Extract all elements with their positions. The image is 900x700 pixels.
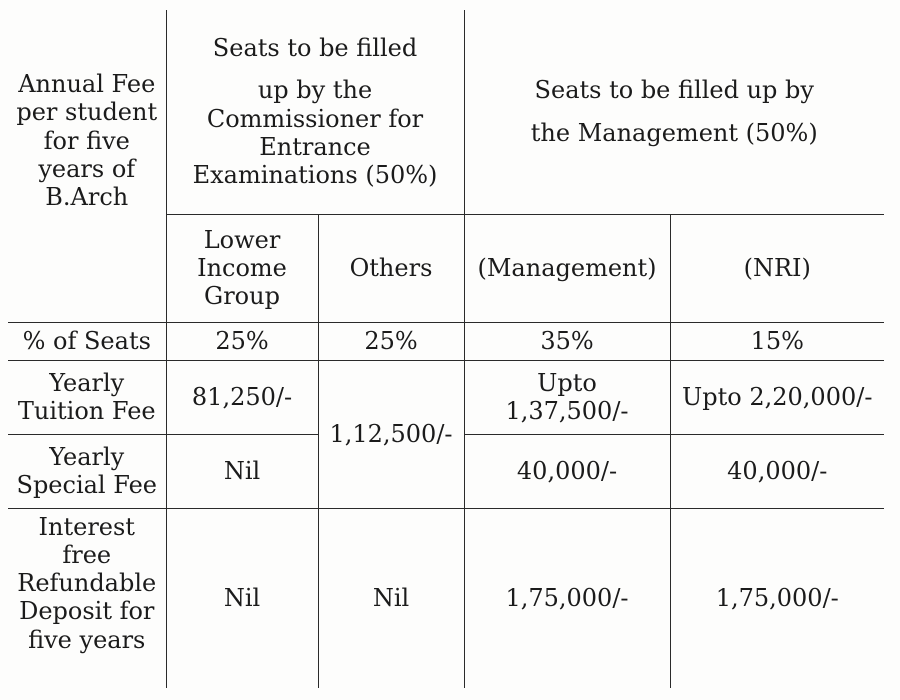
lower-income-line: Lower	[203, 225, 281, 254]
special-nri: 40,000/-	[670, 434, 884, 508]
special-lower-income: Nil	[166, 434, 318, 508]
commissioner-header-line: Commissioner for	[206, 104, 424, 133]
annual-fee-corner-cell	[8, 10, 166, 322]
tuition-fee-row	[8, 360, 884, 434]
lower-income-line: Group	[204, 282, 280, 311]
tuition-management-line: Upto	[537, 368, 597, 397]
tuition-label-line: Tuition Fee	[17, 397, 156, 425]
percent-nri: 15%	[670, 322, 884, 360]
corner-label-line: for five	[43, 126, 130, 155]
management-header-line: Seats to be filled up by	[534, 76, 814, 105]
deposit-label-line: five years	[28, 625, 146, 654]
management-header-line: the Management (50%)	[530, 118, 818, 147]
row-label-deposit	[8, 508, 166, 688]
commissioner-header-line: up by the	[257, 76, 373, 105]
deposit-nri: 1,75,000/-	[670, 508, 884, 688]
others-header: Others	[318, 214, 464, 322]
commissioner-header-line: Examinations (50%)	[192, 161, 438, 190]
others-combined-fee: 1,12,500/-	[318, 360, 464, 508]
percent-lower-income: 25%	[166, 322, 318, 360]
deposit-label-line: Deposit for	[19, 597, 155, 626]
row-label-tuition-fee	[8, 360, 166, 434]
special-management: 40,000/-	[464, 434, 670, 508]
corner-label-line: B.Arch	[45, 183, 129, 212]
fee-structure-table	[8, 10, 884, 688]
special-label-line: Yearly	[49, 442, 125, 471]
deposit-label-line: Refundable	[17, 569, 157, 598]
percent-others: 25%	[318, 322, 464, 360]
deposit-label-line: free	[62, 540, 112, 569]
corner-label-line: per student	[16, 98, 158, 127]
deposit-lower-income: Nil	[166, 508, 318, 688]
lower-income-group-header	[166, 214, 318, 322]
nri-quota-header: (NRI)	[670, 214, 884, 322]
header-row-main	[8, 10, 884, 214]
lower-income-line: Income	[197, 253, 287, 282]
tuition-management-line: 1,37,500/-	[505, 397, 629, 425]
management-quota-header: (Management)	[464, 214, 670, 322]
tuition-label-line: Yearly	[49, 368, 125, 397]
deposit-others: Nil	[318, 508, 464, 688]
special-label-line: Special Fee	[16, 471, 157, 499]
percent-management: 35%	[464, 322, 670, 360]
corner-label-line: Annual Fee	[18, 70, 156, 98]
percent-seats-row	[8, 322, 884, 360]
commissioner-header-line: Seats to be filled	[212, 33, 418, 62]
tuition-lower-income: 81,250/-	[166, 360, 318, 434]
deposit-row	[8, 508, 884, 688]
commissioner-header-line: Entrance	[259, 132, 371, 161]
management-seats-header	[464, 10, 884, 214]
tuition-management	[464, 360, 670, 434]
deposit-label-line: Interest	[38, 512, 135, 541]
tuition-nri: Upto 2,20,000/-	[670, 360, 884, 434]
row-label-special-fee	[8, 434, 166, 508]
deposit-management: 1,75,000/-	[464, 508, 670, 688]
row-label-percent-seats: % of Seats	[8, 322, 166, 360]
commissioner-seats-header	[166, 10, 464, 214]
corner-label-line: years of	[38, 154, 136, 183]
